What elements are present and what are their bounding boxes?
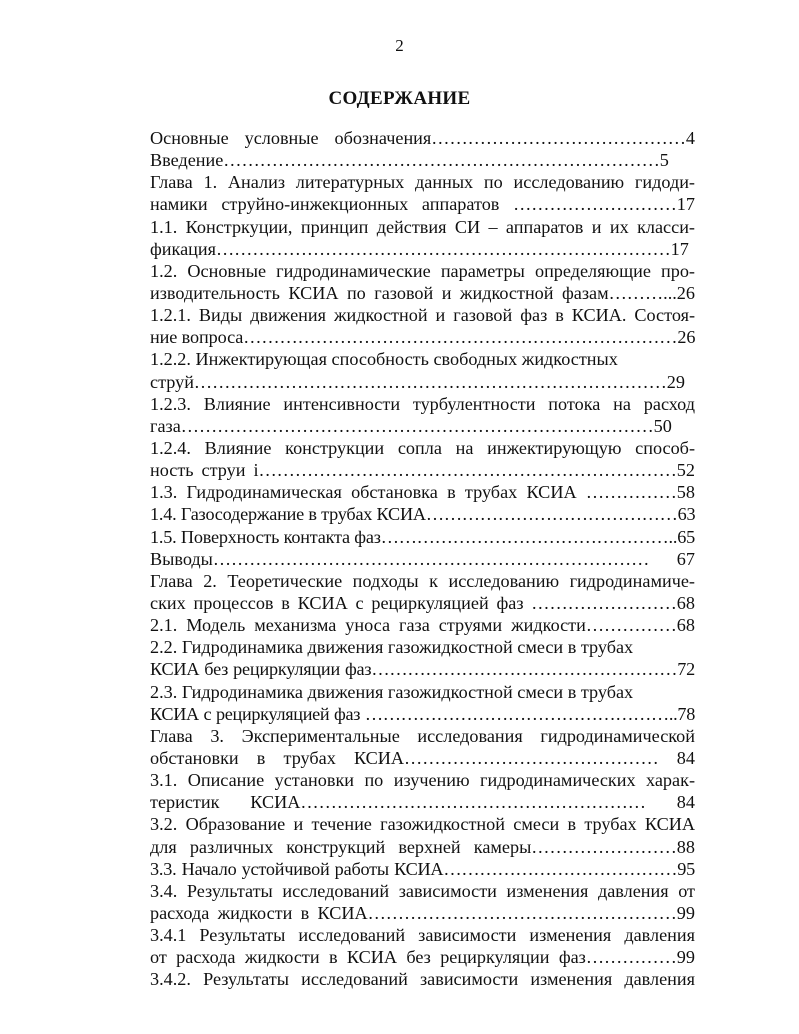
toc-line: газа……………………………………………………………………50 (150, 415, 672, 436)
toc-line: ние вопроса………………………………………………………………26 (150, 327, 695, 348)
toc-line: 2.3. Гидродинамика движения газожидкостной смеси в трубах (150, 681, 634, 702)
toc-line: 1.2.3. Влияние интенсивности турбулентности потока на расход (150, 393, 695, 414)
toc-line: фикация…………………………………………………………………17 (150, 238, 689, 259)
toc-line: 1.3. Гидродинамическая обстановка в трубах КСИА ……………58 (150, 482, 695, 503)
toc-line: Глава 2. Теоретические подходы к исследованию гидродинамиче- (150, 570, 695, 591)
toc-line: Глава 1. Анализ литературных данных по исследованию гидоди- (150, 172, 695, 193)
toc-line: 3.4.2. Результаты исследований зависимости изменения давления (150, 969, 695, 990)
toc-line: 1.2. Основные гидродинамические параметры определяющие про- (150, 260, 695, 281)
toc-line: изводительность КСИА по газовой и жидкостной фазам………...26 (150, 282, 695, 303)
toc-line: 1.2.1. Виды движения жидкостной и газовой фаз в КСИА. Состоя- (150, 305, 695, 326)
toc-line: КСИА с рециркуляцией фаз ……………………………………………..78 (150, 703, 695, 724)
page-title: СОДЕРЖАНИЕ (328, 88, 471, 109)
toc-line: Выводы……………………………………………………………… 67 (150, 548, 695, 569)
toc-line: намики струйно-инжекционных аппаратов ………………………17 (150, 194, 695, 215)
toc-line: от расхода жидкости в КСИА без рециркуляции фаз……………99 (150, 947, 695, 968)
toc-line: Глава 3. Экспериментальные исследования гидродинамической (150, 725, 695, 746)
toc-line: 1.4. Газосодержание в трубах КСИА……………………………………63 (150, 504, 695, 525)
toc-line: для различных конструкций верхней камеры……………………88 (150, 836, 695, 857)
toc-line: струй……………………………………………………………………29 (150, 371, 685, 392)
toc-line: 3.2. Образование и течение газожидкостной смеси в трубах КСИА (150, 814, 695, 835)
toc-line: ских процессов в КСИА с рециркуляцией фаз ……………………68 (150, 592, 695, 613)
toc-line: 1.1. Констркуции, принцип действия СИ – аппаратов и их класси- (150, 216, 695, 237)
toc-line: 3.4. Результаты исследований зависимости изменения давления от (150, 880, 695, 901)
toc-line: 2.1. Модель механизма уноса газа струями жидкости……………68 (150, 615, 695, 636)
toc-line: обстановки в трубах КСИА…………………………………… 84 (150, 747, 695, 768)
toc-line: Введение………………………………………………………………5 (150, 150, 669, 171)
toc-line: 1.2.4. Влияние конструкции сопла на инжектирующую способ- (150, 437, 695, 458)
toc-line: Основные условные обозначения……………………………………4 (150, 128, 695, 148)
toc-line: 1.5. Поверхность контакта фаз…………………………………………..65 (150, 526, 695, 547)
toc-line: 1.2.2. Инжектирующая способность свободных жидкостных (150, 349, 618, 370)
toc-line: 3.4.1 Результаты исследований зависимости изменения давления (150, 925, 695, 946)
toc-line: 3.1. Описание установки по изучению гидродинамических харак- (150, 770, 695, 791)
toc-line: расхода жидкости в КСИА……………………………………………99 (150, 902, 695, 923)
toc-line: 2.2. Гидродинамика движения газожидкостной смеси в трубах (150, 637, 634, 658)
toc-line: ность струи i……………………………………………………………52 (150, 460, 695, 481)
toc-line: теристик КСИА………………………………………………… 84 (150, 792, 695, 813)
page-number: 2 (395, 36, 404, 55)
table-of-contents (150, 127, 695, 990)
toc-line: 3.3. Начало устойчивой работы КСИА…………………………………95 (150, 858, 695, 879)
toc-line: КСИА без рециркуляции фаз……………………………………………72 (150, 659, 695, 680)
